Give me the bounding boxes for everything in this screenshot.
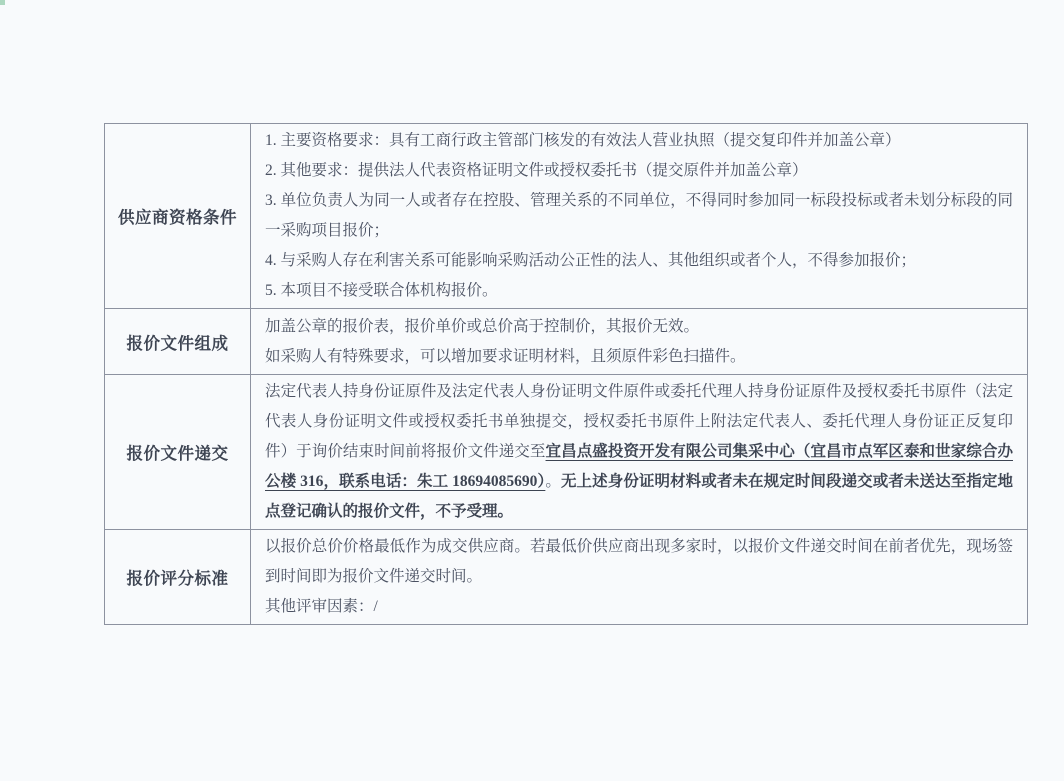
row-content: [251, 530, 1027, 624]
procurement-requirements-table: [104, 123, 1028, 625]
paragraph: 其他评审因素：/: [265, 598, 378, 615]
paragraph: 4. 与采购人存在利害关系可能影响采购活动公正性的法人、其他组织或者个人，不得参加报价；: [265, 252, 917, 269]
paragraph: 以报价总价价格最低作为成交供应商。若最低价供应商出现多家时，以报价文件递交时间在前者优先，现场签到时间即为报价文件递交时间。: [265, 538, 1013, 585]
text-segment: 。: [545, 473, 561, 490]
row-header: 报价文件组成: [105, 309, 251, 374]
table-row: [105, 529, 1027, 624]
row-header: 报价评分标准: [105, 530, 251, 624]
table-row: [105, 308, 1027, 374]
text-segment: 法定代表人持身份证原件及法定代表人身份证明文件原件或委托代理人持身份证原件及授权委托书原件（法定代表人身份证明文件或授权委托书单独提交，授权委托书原件上附法定代表人、委托代理人身份证正反复印件）于询价结束时间前将报价文件递交至: [265, 383, 1013, 460]
table-row: [105, 124, 1027, 308]
paragraph: 如采购人有特殊要求，可以增加要求证明材料，且须原件彩色扫描件。: [265, 347, 746, 365]
paragraph: 1. 主要资格要求：具有工商行政主管部门核发的有效法人营业执照（提交复印件并加盖公章）: [265, 132, 901, 149]
text-segment: 宜昌点盛投资开发有限公司集采中心（宜昌市点军区泰和世家综合办公楼 316，联系电话：朱工 18694085690）: [265, 443, 1013, 490]
table-row: [105, 374, 1027, 529]
paragraph: 加盖公章的报价表，报价单价或总价高于控制价，其报价无效。: [265, 317, 700, 335]
paragraph: 3. 单位负责人为同一人或者存在控股、管理关系的不同单位，不得同时参加同一标段投标或者未划分标段的同一采购项目报价；: [265, 192, 1013, 239]
text-segment: 无上述身份证明材料或者未在规定时间段递交或者未送达至指定地点登记确认的报价文件，不予受理。: [265, 473, 1013, 520]
row-header: 报价文件递交: [105, 375, 251, 529]
paragraph: 5. 本项目不接受联合体机构报价。: [265, 282, 498, 299]
row-content: [251, 309, 1027, 374]
row-header: 供应商资格条件: [105, 124, 251, 308]
paragraph: 2. 其他要求：提供法人代表资格证明文件或授权委托书（提交原件并加盖公章）: [265, 162, 808, 179]
row-content: [251, 124, 1027, 308]
paragraph: [265, 377, 1013, 527]
row-content: [251, 375, 1027, 529]
scan-artifact: [0, 0, 5, 5]
